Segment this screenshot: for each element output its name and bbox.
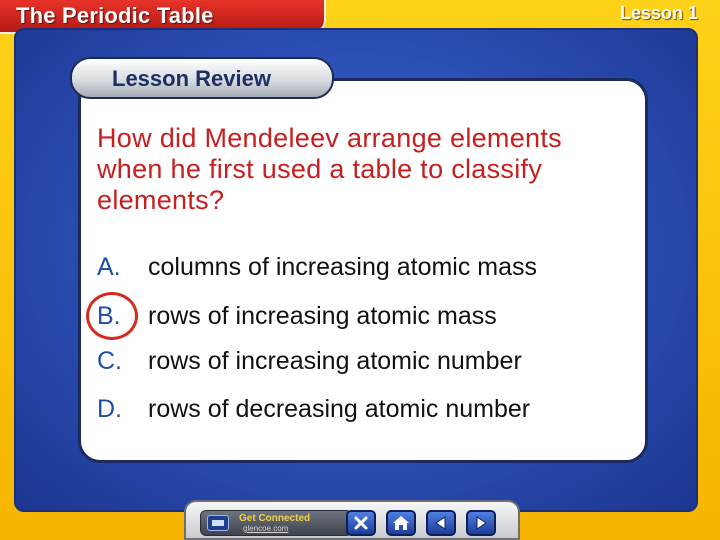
answer-option-b[interactable] bbox=[97, 299, 637, 333]
answer-option-a[interactable] bbox=[97, 250, 637, 284]
lesson-review-label: Lesson Review bbox=[112, 66, 271, 91]
answer-option-c[interactable] bbox=[97, 344, 637, 378]
answer-text: rows of decreasing atomic number bbox=[148, 395, 531, 423]
answer-option-d[interactable] bbox=[97, 392, 637, 426]
home-button[interactable] bbox=[386, 510, 416, 536]
answer-letter: C. bbox=[97, 347, 122, 375]
answer-letter: A. bbox=[97, 253, 121, 281]
next-icon bbox=[473, 515, 489, 531]
get-connected-link[interactable]: glencoe.com bbox=[243, 524, 289, 533]
previous-icon bbox=[433, 515, 449, 531]
get-connected-button[interactable] bbox=[200, 510, 352, 536]
close-button[interactable] bbox=[346, 510, 376, 536]
answer-letter: B. bbox=[97, 302, 121, 330]
next-button[interactable] bbox=[466, 510, 496, 536]
close-icon bbox=[353, 515, 369, 531]
correct-answer-circle bbox=[86, 292, 138, 340]
question-text: How did Mendeleev arrange elements when he first used a table to classify elements? bbox=[97, 123, 562, 215]
navigation-bar bbox=[184, 500, 520, 540]
get-connected-label: Get Connected bbox=[239, 513, 311, 524]
chapter-title: The Periodic Table bbox=[16, 3, 214, 28]
answer-text: rows of increasing atomic number bbox=[148, 347, 522, 375]
answer-text: rows of increasing atomic mass bbox=[148, 302, 497, 330]
computer-icon bbox=[207, 515, 229, 531]
lesson-label: Lesson 1 bbox=[619, 3, 698, 23]
lesson-review-banner bbox=[70, 57, 334, 99]
answer-letter: D. bbox=[97, 395, 122, 423]
answer-text: columns of increasing atomic mass bbox=[148, 253, 538, 281]
previous-button[interactable] bbox=[426, 510, 456, 536]
home-icon bbox=[392, 515, 410, 531]
